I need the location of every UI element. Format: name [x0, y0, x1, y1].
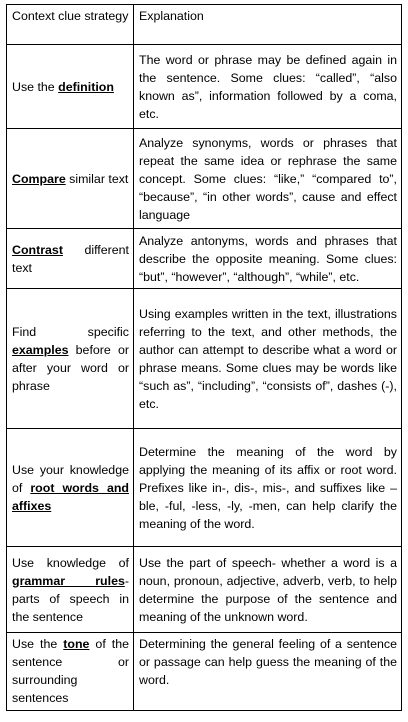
header-explanation: Explanation: [134, 5, 402, 45]
strategy-cell: Use the tone of the sentence or surrounding sentences: [7, 633, 134, 711]
table-row: [7, 633, 402, 711]
explanation-cell: Determining the general feeling of a sentence or passage can help guess the meaning of the word.: [134, 633, 402, 711]
header-row: [7, 5, 402, 45]
strategy-keyword: root words and affixes: [12, 480, 129, 513]
strategy-cell: Use knowledge of grammar rules- parts of speech in the sentence: [7, 547, 134, 633]
strategy-cell: Find specific examples before or after your word or phrase: [7, 289, 134, 429]
strategy-cell: Use your knowledge of root words and affixes: [7, 429, 134, 547]
explanation-cell: The word or phrase may be defined again in the sentence. Some clues: “called”, “also known as”, information followed by a coma, etc.: [134, 45, 402, 129]
table-row: [7, 129, 402, 229]
strategy-keyword: Contrast: [12, 242, 63, 257]
explanation-cell: Use the part of speech- whether a word is a noun, pronoun, adjective, adverb, verb, to help determine the purpose of the sentence and meaning of the unknown word.: [134, 547, 402, 633]
strategy-keyword: examples: [12, 342, 69, 357]
table-row: [7, 229, 402, 289]
explanation-cell: Analyze antonyms, words and phrases that describe the opposite meaning. Some clues: “but”, “however”, “although”, “while”, etc.: [134, 229, 402, 289]
strategy-keyword: definition: [58, 79, 114, 94]
table-row: [7, 547, 402, 633]
strategy-cell: Contrast different text: [7, 229, 134, 289]
strategy-keyword: Compare: [12, 171, 66, 186]
explanation-cell: Determine the meaning of the word by applying the meaning of its affix or root word. Prefixes like in-, dis-, mis-, and suffixes like –ble, -ful, -less, -ly, -men, can help clarify the meaning of the word.: [134, 429, 402, 547]
strategy-cell: Compare similar text: [7, 129, 134, 229]
table-row: [7, 429, 402, 547]
table-row: [7, 45, 402, 129]
explanation-cell: Analyze synonyms, words or phrases that repeat the same idea or rephrase the same concept. Some clues: “like,” “compared to”, “because”, “in other words”, cause and effect language: [134, 129, 402, 229]
strategy-keyword: tone: [63, 637, 90, 651]
strategy-cell: Use the definition: [7, 45, 134, 129]
header-strategy: Context clue strategy: [7, 5, 134, 45]
table-row: [7, 289, 402, 429]
context-clue-table: [6, 4, 402, 711]
strategy-keyword: grammar rules: [12, 573, 125, 588]
explanation-cell: Using examples written in the text, illustrations referring to the text, and other methods, the author can attempt to describe what a word or phrase means. Some clues may be words like “such as”, “including”, “consists of”, dashes (-), etc.: [134, 289, 402, 429]
